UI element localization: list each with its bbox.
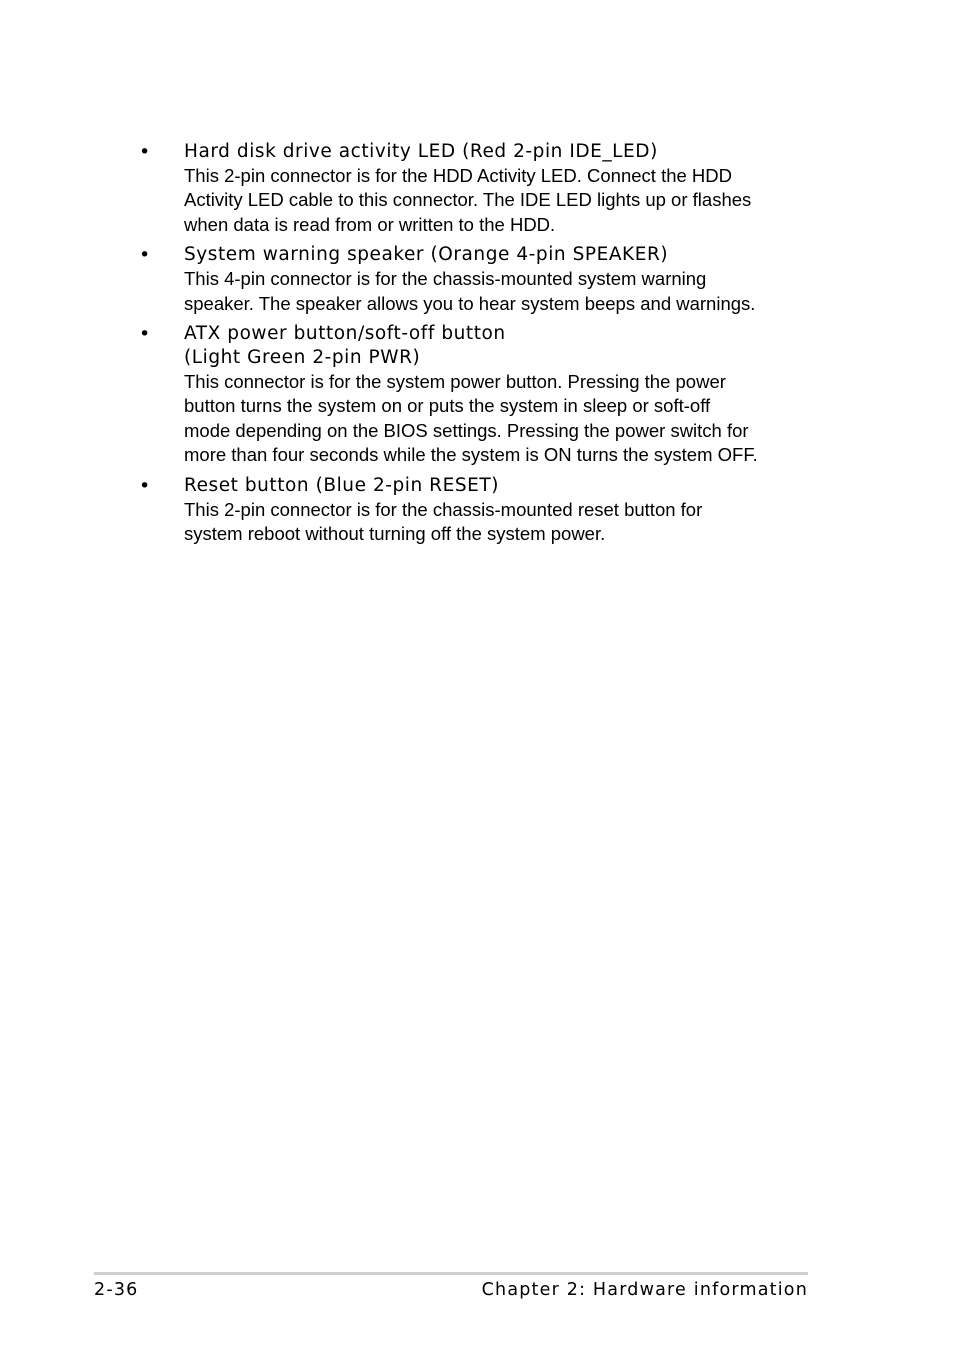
item-description bbox=[184, 370, 824, 468]
item-description bbox=[184, 267, 824, 316]
bullet: • bbox=[139, 323, 151, 346]
list-item-ide-led bbox=[0, 140, 954, 237]
description-line: This 2-pin connector is for the chassis-mounted reset button for bbox=[184, 498, 703, 520]
bullet: • bbox=[139, 244, 151, 267]
description-line: system reboot without turning off the system power. bbox=[184, 523, 606, 545]
list-item-reset-button bbox=[0, 474, 954, 547]
page-number: 2-36 bbox=[94, 1280, 139, 1300]
item-heading: System warning speaker (Orange 4-pin SPEAKER) bbox=[184, 244, 669, 266]
description-line: speaker. The speaker allows you to hear system beeps and warnings. bbox=[184, 292, 756, 314]
list-item-power-button bbox=[0, 322, 954, 468]
item-heading: Hard disk drive activity LED (Red 2-pin IDE_LED) bbox=[184, 141, 658, 162]
connector-list bbox=[0, 140, 954, 552]
item-heading: Reset button (Blue 2-pin RESET) bbox=[184, 474, 499, 496]
item-description bbox=[184, 498, 824, 547]
description-line: mode depending on the BIOS settings. Pressing the power switch for bbox=[184, 419, 749, 441]
list-item-speaker bbox=[0, 243, 954, 316]
bullet: • bbox=[139, 474, 151, 497]
item-heading: ATX power button/soft-off button bbox=[184, 323, 506, 345]
description-line: button turns the system on or puts the system in sleep or soft-off bbox=[184, 395, 711, 417]
item-heading-continued: (Light Green 2-pin PWR) bbox=[184, 347, 421, 369]
description-line: This 2-pin connector is for the HDD Activity LED. Connect the HDD bbox=[184, 165, 733, 186]
footer-divider bbox=[94, 1272, 808, 1275]
bullet: • bbox=[139, 141, 151, 163]
description-line: more than four seconds while the system is ON turns the system OFF. bbox=[184, 444, 758, 466]
description-line: when data is read from or written to the HDD. bbox=[184, 213, 556, 235]
chapter-title: Chapter 2: Hardware information bbox=[481, 1280, 808, 1300]
description-line: This 4-pin connector is for the chassis-mounted system warning bbox=[184, 268, 707, 290]
description-line: Activity LED cable to this connector. The IDE LED lights up or flashes bbox=[184, 189, 752, 211]
item-description bbox=[184, 164, 824, 237]
description-line: This connector is for the system power button. Pressing the power bbox=[184, 371, 726, 393]
